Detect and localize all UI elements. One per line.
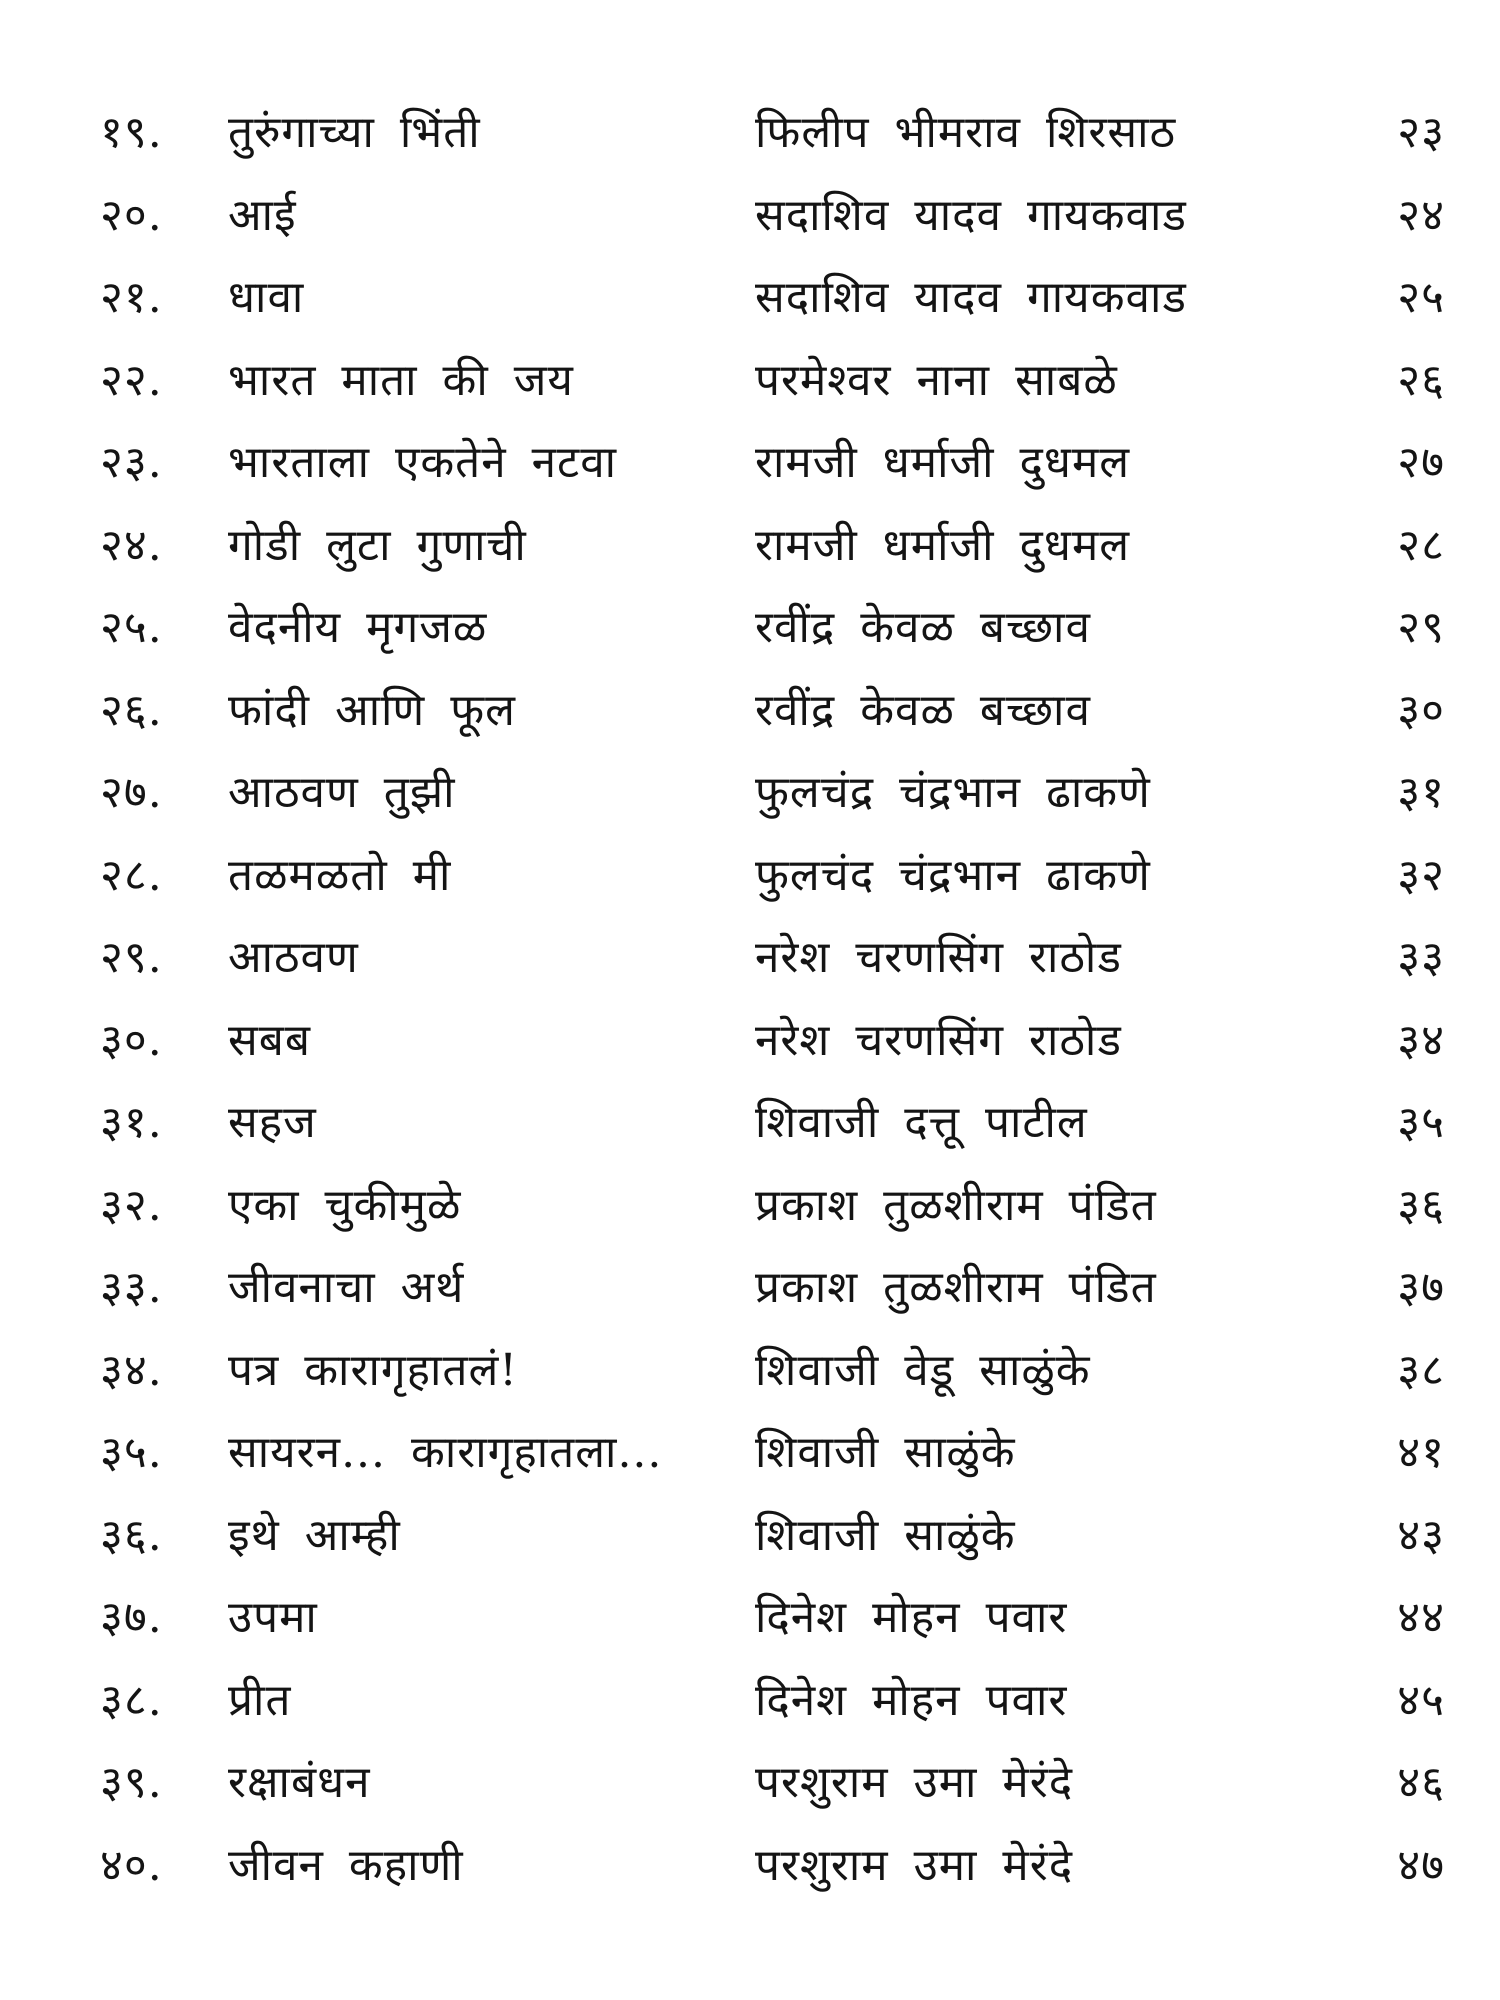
toc-entry bbox=[0, 1498, 1500, 1581]
entry-author: फिलीप भीमराव शिरसाठ bbox=[755, 107, 1177, 158]
entry-title: वेदनीय मृगजळ bbox=[228, 602, 488, 653]
toc-entry bbox=[0, 95, 1500, 178]
toc-entry bbox=[0, 838, 1500, 921]
toc-entry bbox=[0, 1003, 1500, 1086]
entry-number: ३७. bbox=[100, 1592, 163, 1643]
entry-author: दिनेश मोहन पवार bbox=[755, 1592, 1068, 1643]
toc-entry bbox=[0, 425, 1500, 508]
entry-title: पत्र कारागृहातलं! bbox=[228, 1344, 518, 1396]
entry-number: २०. bbox=[100, 189, 163, 241]
entry-author: फुलचंद्र चंद्रभान ढाकणे bbox=[755, 767, 1151, 818]
entry-number: २१. bbox=[100, 272, 163, 323]
toc-entry bbox=[0, 343, 1500, 426]
entry-page-number: ४५ bbox=[1397, 1674, 1445, 1726]
entry-number: ३८. bbox=[100, 1674, 163, 1726]
entry-author: सदाशिव यादव गायकवाड bbox=[755, 272, 1187, 323]
entry-number: ४०. bbox=[100, 1839, 163, 1891]
entry-author: परशुराम उमा मेरंदे bbox=[755, 1839, 1074, 1891]
entry-page-number: ४१ bbox=[1397, 1427, 1445, 1478]
entry-page-number: ३५ bbox=[1397, 1097, 1445, 1148]
entry-title: रक्षाबंधन bbox=[228, 1757, 371, 1808]
entry-number: ३६. bbox=[100, 1509, 163, 1561]
toc-entry bbox=[0, 1333, 1500, 1416]
entry-number: २३. bbox=[100, 437, 163, 488]
entry-author: शिवाजी साळुंके bbox=[755, 1427, 1016, 1478]
entry-number: २७. bbox=[100, 767, 163, 818]
entry-title: सायरन... कारागृहातला... bbox=[228, 1427, 663, 1478]
entry-author: शिवाजी साळुंके bbox=[755, 1509, 1016, 1561]
entry-author: फुलचंद चंद्रभान ढाकणे bbox=[755, 849, 1151, 901]
entry-page-number: २९ bbox=[1397, 602, 1445, 653]
entry-number: २८. bbox=[100, 849, 163, 901]
entry-title: भारताला एकतेने नटवा bbox=[228, 437, 618, 488]
entry-title: आठवण bbox=[228, 932, 359, 983]
entry-number: २२. bbox=[100, 354, 163, 406]
entry-page-number: ४३ bbox=[1397, 1509, 1445, 1561]
entry-author: परशुराम उमा मेरंदे bbox=[755, 1757, 1074, 1808]
entry-page-number: ३८ bbox=[1397, 1344, 1445, 1396]
entry-author: रवींद्र केवळ बच्छाव bbox=[755, 684, 1091, 736]
toc-entry bbox=[0, 673, 1500, 756]
entry-title: जीवन कहाणी bbox=[228, 1839, 464, 1891]
toc-entry bbox=[0, 260, 1500, 343]
entry-number: ३१. bbox=[100, 1097, 163, 1148]
entry-title: फांदी आणि फूल bbox=[228, 684, 516, 736]
entry-author: रामजी धर्माजी दुधमल bbox=[755, 519, 1131, 571]
entry-author: प्रकाश तुळशीराम पंडित bbox=[755, 1179, 1157, 1231]
toc-entry bbox=[0, 508, 1500, 591]
entry-page-number: ३१ bbox=[1397, 767, 1445, 818]
entry-author: दिनेश मोहन पवार bbox=[755, 1674, 1068, 1726]
entry-number: २५. bbox=[100, 602, 163, 653]
entry-page-number: ४४ bbox=[1397, 1592, 1445, 1643]
entry-number: २९. bbox=[100, 932, 163, 983]
toc-entry bbox=[0, 1663, 1500, 1746]
entry-author: रामजी धर्माजी दुधमल bbox=[755, 437, 1131, 488]
entry-number: २४. bbox=[100, 519, 163, 571]
entry-page-number: २४ bbox=[1397, 189, 1445, 241]
entry-number: ३०. bbox=[100, 1014, 163, 1066]
entry-title: एका चुकीमुळे bbox=[228, 1179, 462, 1231]
entry-title: जीवनाचा अर्थ bbox=[228, 1262, 465, 1313]
entry-title: आई bbox=[228, 189, 297, 241]
entry-number: ३३. bbox=[100, 1262, 163, 1313]
entry-number: ३५. bbox=[100, 1427, 163, 1478]
entry-author: शिवाजी वेडू साळुंके bbox=[755, 1344, 1091, 1396]
entry-author: परमेश्वर नाना साबळे bbox=[755, 354, 1118, 406]
entry-author: नरेश चरणसिंग राठोड bbox=[755, 932, 1122, 983]
toc-entry bbox=[0, 1745, 1500, 1828]
entry-page-number: ३७ bbox=[1397, 1262, 1445, 1313]
toc-entry bbox=[0, 755, 1500, 838]
table-of-contents bbox=[0, 95, 1500, 1910]
entry-page-number: ३६ bbox=[1397, 1179, 1445, 1231]
entry-title: प्रीत bbox=[228, 1674, 292, 1726]
entry-number: ३४. bbox=[100, 1344, 163, 1396]
entry-page-number: २८ bbox=[1397, 519, 1445, 571]
toc-entry bbox=[0, 1415, 1500, 1498]
toc-entry bbox=[0, 920, 1500, 1003]
entry-page-number: २३ bbox=[1397, 107, 1445, 158]
entry-page-number: ४६ bbox=[1397, 1757, 1445, 1808]
entry-page-number: ३४ bbox=[1397, 1014, 1445, 1066]
entry-author: नरेश चरणसिंग राठोड bbox=[755, 1014, 1122, 1066]
toc-entry bbox=[0, 178, 1500, 261]
entry-number: ३२. bbox=[100, 1179, 163, 1231]
entry-number: १९. bbox=[100, 107, 163, 158]
entry-number: ३९. bbox=[100, 1757, 163, 1808]
entry-title: भारत माता की जय bbox=[228, 354, 574, 406]
entry-title: इथे आम्ही bbox=[228, 1509, 401, 1561]
entry-title: धावा bbox=[228, 272, 305, 323]
entry-author: रवींद्र केवळ बच्छाव bbox=[755, 602, 1091, 653]
toc-entry bbox=[0, 1828, 1500, 1911]
entry-title: सबब bbox=[228, 1014, 311, 1066]
entry-title: तुरुंगाच्या भिंती bbox=[228, 107, 481, 158]
entry-author: सदाशिव यादव गायकवाड bbox=[755, 189, 1187, 241]
entry-page-number: ३० bbox=[1397, 684, 1445, 736]
entry-page-number: २५ bbox=[1397, 272, 1445, 323]
entry-title: गोडी लुटा गुणाची bbox=[228, 519, 527, 571]
entry-page-number: २६ bbox=[1397, 354, 1445, 406]
entry-author: प्रकाश तुळशीराम पंडित bbox=[755, 1262, 1157, 1313]
entry-page-number: २७ bbox=[1397, 437, 1445, 488]
entry-title: तळमळतो मी bbox=[228, 849, 452, 901]
toc-entry bbox=[0, 1168, 1500, 1251]
toc-entry bbox=[0, 1250, 1500, 1333]
entry-number: २६. bbox=[100, 684, 163, 736]
entry-page-number: ४७ bbox=[1397, 1839, 1445, 1891]
entry-author: शिवाजी दत्तू पाटील bbox=[755, 1097, 1088, 1148]
toc-entry bbox=[0, 1580, 1500, 1663]
entry-title: सहज bbox=[228, 1097, 317, 1148]
toc-entry bbox=[0, 1085, 1500, 1168]
entry-page-number: ३२ bbox=[1397, 849, 1445, 901]
toc-entry bbox=[0, 590, 1500, 673]
entry-page-number: ३३ bbox=[1397, 932, 1445, 983]
entry-title: उपमा bbox=[228, 1592, 318, 1643]
entry-title: आठवण तुझी bbox=[228, 767, 456, 818]
